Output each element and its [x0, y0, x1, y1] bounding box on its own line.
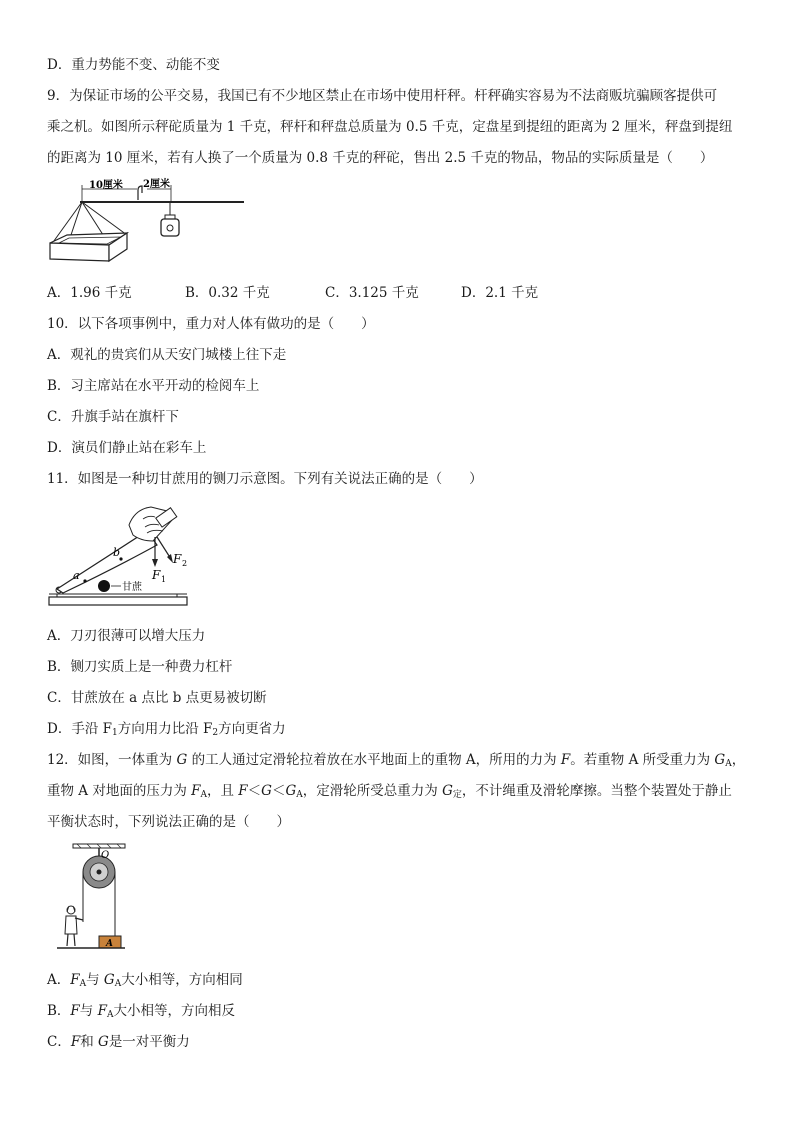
q12-option-c[interactable]: C．F和 G是一对平衡力 — [47, 1034, 190, 1050]
label-10cm: 10厘米 — [89, 180, 123, 191]
steelyard-figure — [47, 175, 247, 275]
label-box-a: A — [106, 939, 113, 949]
q9-options — [47, 283, 607, 303]
q12-stem-line-3: 平衡状态时，下列说法正确的是（ ） — [47, 814, 290, 830]
q9-option-d[interactable]: D．2.1 千克 — [461, 285, 539, 301]
q10-option-b[interactable]: B．习主席站在水平开动的检阅车上 — [47, 378, 260, 394]
q12-option-a[interactable]: A．$F_A$与 $G_A$大小相等，方向相同 — [47, 972, 243, 989]
worker-icon — [65, 906, 83, 946]
lifting-knob-icon — [138, 186, 142, 200]
q10-option-c[interactable]: C．升旗手站在旗杆下 — [47, 409, 179, 425]
base-board — [49, 597, 187, 605]
scale-pan-icon — [50, 233, 127, 261]
q11-option-c[interactable]: C．甘蔗放在 a 点比 b 点更易被切断 — [47, 690, 267, 706]
label-f2: F — [173, 552, 182, 566]
q9-option-c[interactable]: C．3.125 千克 — [325, 285, 419, 301]
counterweight-icon — [161, 202, 179, 236]
q9-stem-line-3: 的距离为 10 厘米，若有人换了一个质量为 0.8 千克的秤砣，售出 2.5 千克的物品，物品的实际质量是（ ） — [47, 150, 714, 166]
q9-stem-line-1: 9．为保证市场的公平交易，我国已有不少地区禁止在市场中使用杆秤。杆秤确实容易为不法商贩坑骗顾客提供可 — [47, 88, 718, 104]
q9-option-a[interactable]: A．1.96 千克 — [47, 285, 132, 301]
q9-option-b[interactable]: B．0.32 千克 — [185, 285, 270, 301]
q9-stem-line-2: 乘之机。如图所示秤砣质量为 1 千克，秤杆和秤盘总质量为 0.5 千克，定盘星到提纽的距离为 2 厘米，秤盘到提纽 — [47, 119, 733, 135]
hand-icon — [129, 507, 177, 541]
q11-option-b[interactable]: B．铡刀实质上是一种费力杠杆 — [47, 659, 233, 675]
label-f2-sub: 2 — [182, 559, 188, 568]
q12-option-b[interactable]: B．F与 $F_A$大小相等，方向相反 — [47, 1003, 235, 1020]
label-point-b: b — [113, 546, 121, 559]
guillotine-cutter-figure — [47, 497, 195, 612]
pulley-figure — [55, 842, 127, 954]
label-f1-sub: 1 — [161, 575, 167, 584]
q11-stem: 11．如图是一种切甘蔗用的铡刀示意图。下列有关说法正确的是（ ） — [47, 471, 483, 487]
label-2cm: 2厘米 — [143, 179, 170, 190]
q10-stem: 10．以下各项事例中，重力对人体有做功的是（ ） — [47, 316, 375, 332]
q8-option-d: D．重力势能不变、动能不变 — [47, 57, 220, 73]
label-point-a: a — [73, 569, 80, 582]
q11-option-d[interactable]: D．手沿 $F_1$方向用力比沿 $F_2$方向更省力 — [47, 721, 286, 738]
sugarcane-icon — [98, 580, 110, 592]
label-f1: F — [152, 568, 161, 582]
label-pulley-o: O — [101, 850, 110, 861]
q12-stem-line-1: 12．如图，一体重为 G 的工人通过定滑轮拉着放在水平地面上的重物 A，所用的力为 F。若重物 A 所受重力为 $G_A$， — [47, 752, 746, 769]
q10-option-a[interactable]: A．观礼的贵宾们从天安门城楼上往下走 — [47, 347, 287, 363]
label-sugarcane: 甘蔗 — [122, 582, 142, 593]
q12-stem-line-2: 重物 A 对地面的压力为 $F_A$，且 $F<G<G_A$，定滑轮所受总重力为 $G_定$，不计绳重及滑轮摩擦。当整个装置处于静止 — [47, 783, 732, 800]
q11-option-a[interactable]: A．刀刃很薄可以增大压力 — [47, 628, 206, 644]
q10-option-d[interactable]: D．演员们静止站在彩车上 — [47, 440, 207, 456]
